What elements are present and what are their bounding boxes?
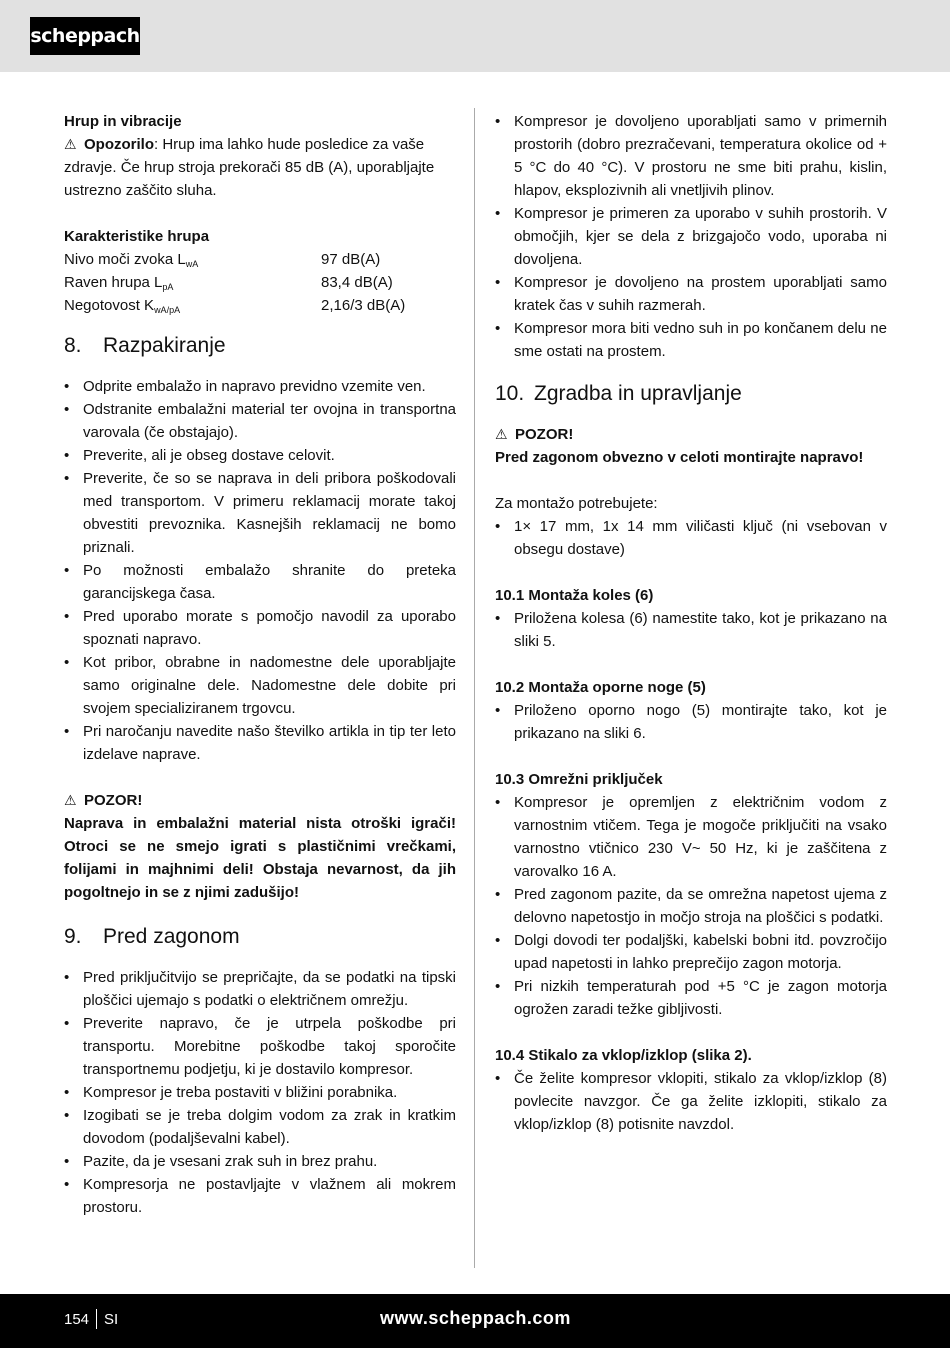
column-divider	[474, 108, 475, 1268]
page-number: 154	[64, 1311, 90, 1328]
list-item: • Pred priključitvijo se prepričajte, da se podatki na tipski ploščici ujemajo s podatki o električnem omrežju.	[64, 966, 456, 1012]
left-column	[64, 110, 456, 1219]
list-item: • Preverite napravo, če je utrpela poškodbe pri transportu. Morebitne poškodbe takoj sporočite transportnemu podjetju, ki je dostavilo kompresor.	[64, 1012, 456, 1081]
list-item: • Pri nizkih temperaturah pod +5 °C je zagon motorja ogrožen zaradi težke gibljivosti.	[495, 975, 887, 1021]
list-item: • Dolgi dovodi ter podaljški, kabelski bobni itd. povzročijo upad napetosti in lahko preprečijo zagon motorja.	[495, 929, 887, 975]
spec-row	[64, 248, 456, 271]
section-10-1-list	[495, 607, 887, 653]
section-10-2-heading: 10.2 Montaža oporne noge (5)	[495, 679, 706, 696]
tools-intro: Za montažo potrebujete:	[495, 495, 658, 512]
list-item: • Kompresorja ne postavljajte v vlažnem ali mokrem prostoru.	[64, 1173, 456, 1219]
list-item: • Kompresor je opremljen z električnim vodom z varnostnim vtičem. Tega je mogoče priključiti na vsako varnostno vtičnico 230 V~ 50 Hz, ki je zaščitena z varovalko 16 A.	[495, 791, 887, 883]
list-item: • Kompresor je dovoljeno na prostem uporabljati samo kratek čas v suhih razmerah.	[495, 271, 887, 317]
noise-warning-text: : Hrup ima lahko hude posledice za vaše zdravje. Če hrup stroja prekorači 85 dB (A), uporabljajte ustrezno zaščito sluha.	[64, 136, 435, 199]
list-item: • Pazite, da je vsesani zrak suh in brez prahu.	[64, 1150, 456, 1173]
list-item: • Pred uporabo morate s pomočjo navodil za uporabo spoznati napravo.	[64, 605, 456, 651]
specs-heading: Karakteristike hrupa	[64, 228, 210, 245]
list-item: • Odprite embalažo in napravo previdno vzemite ven.	[64, 375, 456, 398]
list-item: • Priložena kolesa (6) namestite tako, kot je prikazano na sliki 5.	[495, 607, 887, 653]
warning-2-title: ⚠ POZOR!	[495, 423, 887, 446]
list-item: • Po možnosti embalažo shranite do preteka garancijskega časa.	[64, 559, 456, 605]
section-10-4-heading: 10.4 Stikalo za vklop/izklop (slika 2).	[495, 1047, 752, 1064]
page-footer	[0, 1294, 950, 1348]
website-link[interactable]: www.scheppach.com	[380, 1308, 571, 1328]
warning-triangle-icon: ⚠	[495, 426, 508, 442]
section-10-1-heading: 10.1 Montaža koles (6)	[495, 587, 654, 604]
list-item: • Pred zagonom pazite, da se omrežna napetost ujema z delovno napetostjo in močjo stroja na ploščici s podatki.	[495, 883, 887, 929]
spec-value: 97 dB(A)	[321, 251, 381, 268]
warning-triangle-icon: ⚠	[64, 136, 77, 152]
list-item: • Izogibati se je treba dolgim vodom za zrak in kratkim dovodom (podaljševalni kabel).	[64, 1104, 456, 1150]
list-item: • Preverite, če so se naprava in deli pribora poškodovali med transportom. V primeru reklamacij morate takoj obvestiti prevoznika. Kasnejših reklamacij ne bomo priznali.	[64, 467, 456, 559]
list-item: • Kompresor je treba postaviti v bližini porabnika.	[64, 1081, 456, 1104]
list-item: • Kompresor mora biti vedno suh in po končanem delu ne sme ostati na prostem.	[495, 317, 887, 363]
list-item: • Če želite kompresor vklopiti, stikalo za vklop/izklop (8) povlecite navzgor. Če ga želite izklopiti, stikalo za vklop/izklop (8) potisnite navzdol.	[495, 1067, 887, 1136]
section-9-list	[64, 966, 456, 1219]
warning-1-text: Naprava in embalažni material nista otroški igrači! Otroci se ne smejo igrati s plastičnimi vrečkami, folijami in majhnimi deli! Obstaja nevarnost, da jih pogoltnejo in se z njimi zadušijo!	[64, 815, 456, 901]
noise-warning	[64, 133, 456, 202]
warning-2-text: Pred zagonom obvezno v celoti montirajte napravo!	[495, 449, 864, 466]
list-item: • Preverite, ali je obseg dostave celovit.	[64, 444, 456, 467]
section-8-heading: 8. Razpakiranje	[64, 334, 226, 357]
section-8-list	[64, 375, 456, 766]
warning-triangle-icon: ⚠	[64, 792, 77, 808]
spec-value: 83,4 dB(A)	[321, 274, 393, 291]
spec-row	[64, 294, 456, 317]
page-header	[0, 0, 950, 72]
section-10-heading: 10. Zgradba in upravljanje	[495, 382, 742, 405]
language-code: SI	[104, 1311, 119, 1328]
section-10-3-list	[495, 791, 887, 1021]
noise-warning-label: Opozorilo	[84, 136, 154, 153]
section-9-heading: 9. Pred zagonom	[64, 925, 240, 948]
spec-label: Raven hrupa $L_{pA}$	[64, 274, 174, 292]
right-column	[495, 110, 887, 1136]
warning-1-title: ⚠ POZOR!	[64, 789, 456, 812]
list-item: • Kot pribor, obrabne in nadomestne dele uporabljajte samo originalne dele. Nadomestne dele dobite pri svojem specializiranem trgovcu.	[64, 651, 456, 720]
list-item: • Odstranite embalažni material ter ovojna in transportna varovala (če obstajajo).	[64, 398, 456, 444]
list-item: • 1× 17 mm, 1x 14 mm viličasti ključ (ni vsebovan v obsegu dostave)	[495, 515, 887, 561]
list-item: • Pri naročanju navedite našo številko artikla in tip ter leto izdelave naprave.	[64, 720, 456, 766]
scheppach-logo: scheppach	[30, 17, 140, 55]
section-10-4-list	[495, 1067, 887, 1136]
section-10-3-heading: 10.3 Omrežni priključek	[495, 771, 663, 788]
section-10-2-list	[495, 699, 887, 745]
spec-value: 2,16/3 dB(A)	[321, 297, 406, 314]
noise-heading: Hrup in vibracije	[64, 113, 182, 130]
spec-row	[64, 271, 456, 294]
usage-list	[495, 110, 887, 363]
list-item: • Kompresor je primeren za uporabo v suhih prostorih. V območjih, kjer se dela z brizgajočo vodo, uporaba ni dovoljena.	[495, 202, 887, 271]
list-item: • Kompresor je dovoljeno uporabljati samo v primernih prostorih (dobro prezračevani, temperatura okolice od + 5 °C do 40 °C). V prostoru ne sme biti prahu, kislin, hlapov, eksplozivnih ali vnetljivih plinov.	[495, 110, 887, 202]
footer-separator	[96, 1309, 97, 1329]
list-item: • Priloženo oporno nogo (5) montirajte tako, kot je prikazano na sliki 6.	[495, 699, 887, 745]
spec-label: Negotovost $K_{wA/pA}$	[64, 297, 181, 315]
tools-list	[495, 515, 887, 561]
spec-label: Nivo moči zvoka $L_{wA}$	[64, 251, 199, 269]
